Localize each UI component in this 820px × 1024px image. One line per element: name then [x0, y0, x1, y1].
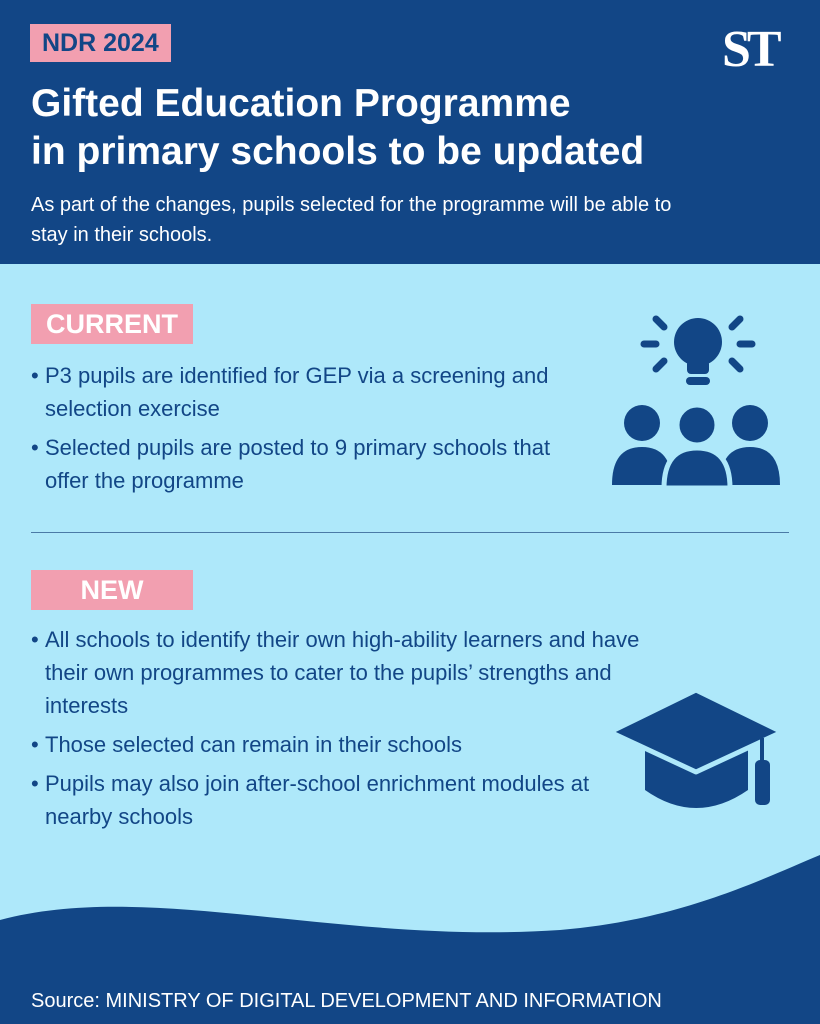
current-label: CURRENT [31, 304, 193, 344]
lightbulb-people-icon [606, 310, 786, 490]
list-item: • All schools to identify their own high-ability learners and have their own programmes to cater to the pupils’ strengths and interests [31, 623, 661, 722]
list-item: • Selected pupils are posted to 9 primary schools that offer the programme [31, 431, 591, 497]
list-item: • P3 pupils are identified for GEP via a screening and selection exercise [31, 359, 591, 425]
list-item: • Those selected can remain in their schools [31, 728, 661, 761]
list-item: • Pupils may also join after-school enrichment modules at nearby schools [31, 767, 661, 833]
title-line-1: Gifted Education Programme [31, 82, 571, 125]
header-banner [0, 0, 820, 264]
page-title [31, 80, 791, 176]
title-line-2: in primary schools to be updated [31, 130, 645, 173]
section-divider [31, 532, 789, 533]
new-list [31, 623, 661, 839]
graduation-cap-icon [610, 690, 790, 820]
new-label: NEW [31, 570, 193, 610]
subtitle: As part of the changes, pupils selected for the programme will be able to stay in their schools. [31, 194, 672, 246]
ndr-badge: NDR 2024 [30, 24, 171, 62]
st-logo: ST [722, 21, 778, 78]
current-list [31, 359, 591, 503]
source-credit: Source: MINISTRY OF DIGITAL DEVELOPMENT AND INFORMATION [31, 990, 662, 1012]
